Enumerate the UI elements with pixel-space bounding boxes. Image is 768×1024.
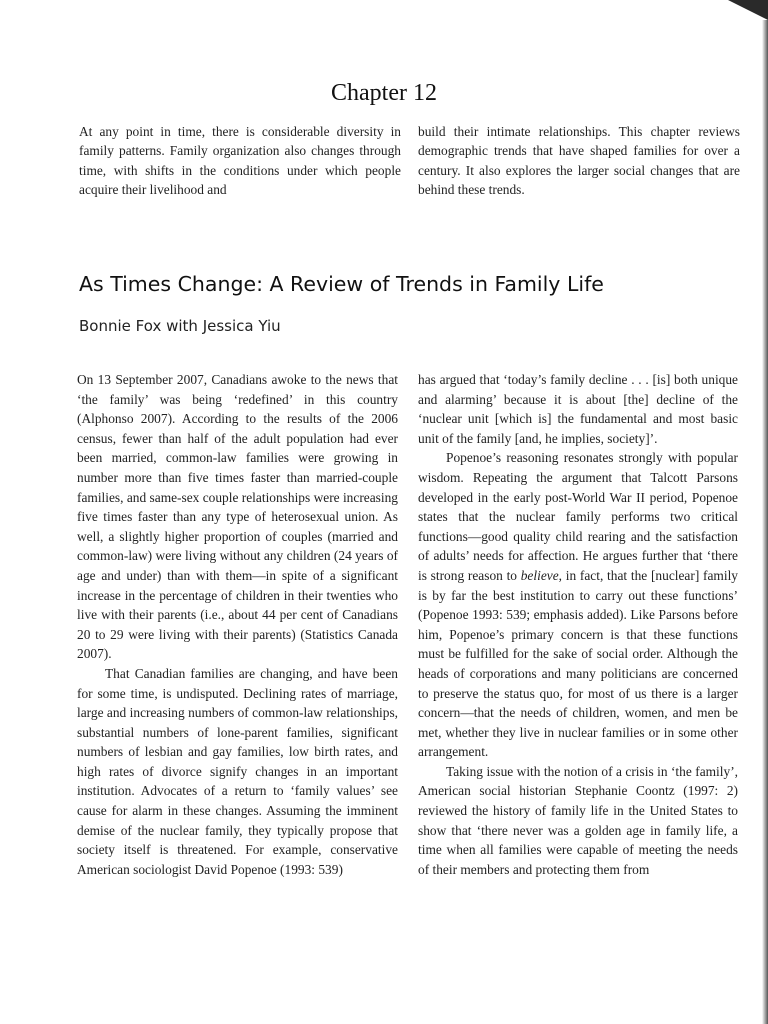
body-paragraph: has argued that ‘today’s family decline . . . [is] both unique and alarming’ because it is about [the] decline of the ‘nuclear unit [which is] the fundamental and most basic unit of the family [and, he implies, society]’. <box>418 372 738 446</box>
body-paragraph: On 13 September 2007, Canadians awoke to the news that ‘the family’ was being ‘redefined’ in this country (Alphonso 2007). According to the results of the 2006 census, fewer than half of the adult population had ever been married, common-law families were growing in number more than five times faster than married-couple families, and same-sex couple relationships were increasing five times faster than any type of heterosexual union. As well, a slightly higher proportion of couples (married and common-law) were living without any children (24 years of age and under) than with them—in spite of a significant increase in the percentage of children in their twenties who live with their parents (i.e., about 44 per cent of Canadians 20 to 29 were living with their parents) (Statistics Canada 2007). <box>77 372 398 662</box>
chapter-title: Chapter 12 <box>331 80 437 106</box>
page-edge-shadow <box>762 20 768 1024</box>
article-title: As Times Change: A Review of Trends in Family Life <box>79 272 604 296</box>
article-authors: Bonnie Fox with Jessica Yiu <box>79 317 281 335</box>
intro-left-column: At any point in time, there is considerable diversity in family patterns. Family organization also changes through time, with shifts in the conditions under which people acquire their livelihood and <box>79 124 401 197</box>
body-paragraph: That Canadian families are changing, and have been for some time, is undisputed. Declining rates of marriage, large and increasing numbers of common-law relationships, substantial numbers of lone-parent families, significant numbers of lesbian and gay families, low birth rates, and high rates of divorce signify changes in an important institution. Advocates of a return to ‘family values’ see cause for alarm in these changes. Assuming the imminent demise of the nuclear family, they typically propose that society itself is threatened. For example, conservative American sociologist David Popenoe (1993: 539) <box>77 665 398 877</box>
intro-right-column: build their intimate relationships. This chapter reviews demographic trends that have shaped families for over a century. It also explores the larger social changes that are behind these trends. <box>418 124 740 197</box>
page-corner-shadow <box>728 0 768 20</box>
body-right-column <box>418 370 738 879</box>
body-text: Popenoe’s reasoning resonates strongly with popular wisdom. Repeating the argument that Talcott Parsons developed in the early post-World War II period, Popenoe states that the nuclear family performs two critical functions—good quality child rearing and the satisfaction of adults’ needs for affection. He argues further that ‘there is strong reason to <box>418 450 738 583</box>
body-paragraph <box>418 448 738 762</box>
body-left-column <box>77 370 398 879</box>
body-paragraph: Taking issue with the notion of a crisis in ‘the family’, American social historian Stephanie Coontz (1997: 2) reviewed the history of family life in the United States to show that ‘there never was a golden age in family life, a time when all families were capable of meeting the needs of their members and protecting them from <box>418 763 738 877</box>
emphasis-text: believe <box>520 567 559 583</box>
body-text: , in fact, that the [nuclear] family is by far the best institution to carry out these functions’ (Popenoe 1993: 539; emphasis added). Like Parsons before him, Popenoe’s primary concern is that these functions must be fulfilled for the sake of social order. Although the heads of corporations and many politicians are concerned to preserve the status quo, for most of us there is a larger concern—that the needs of children, women, and men be met, whether they live in nuclear families or in some other arrangement. <box>418 567 738 760</box>
